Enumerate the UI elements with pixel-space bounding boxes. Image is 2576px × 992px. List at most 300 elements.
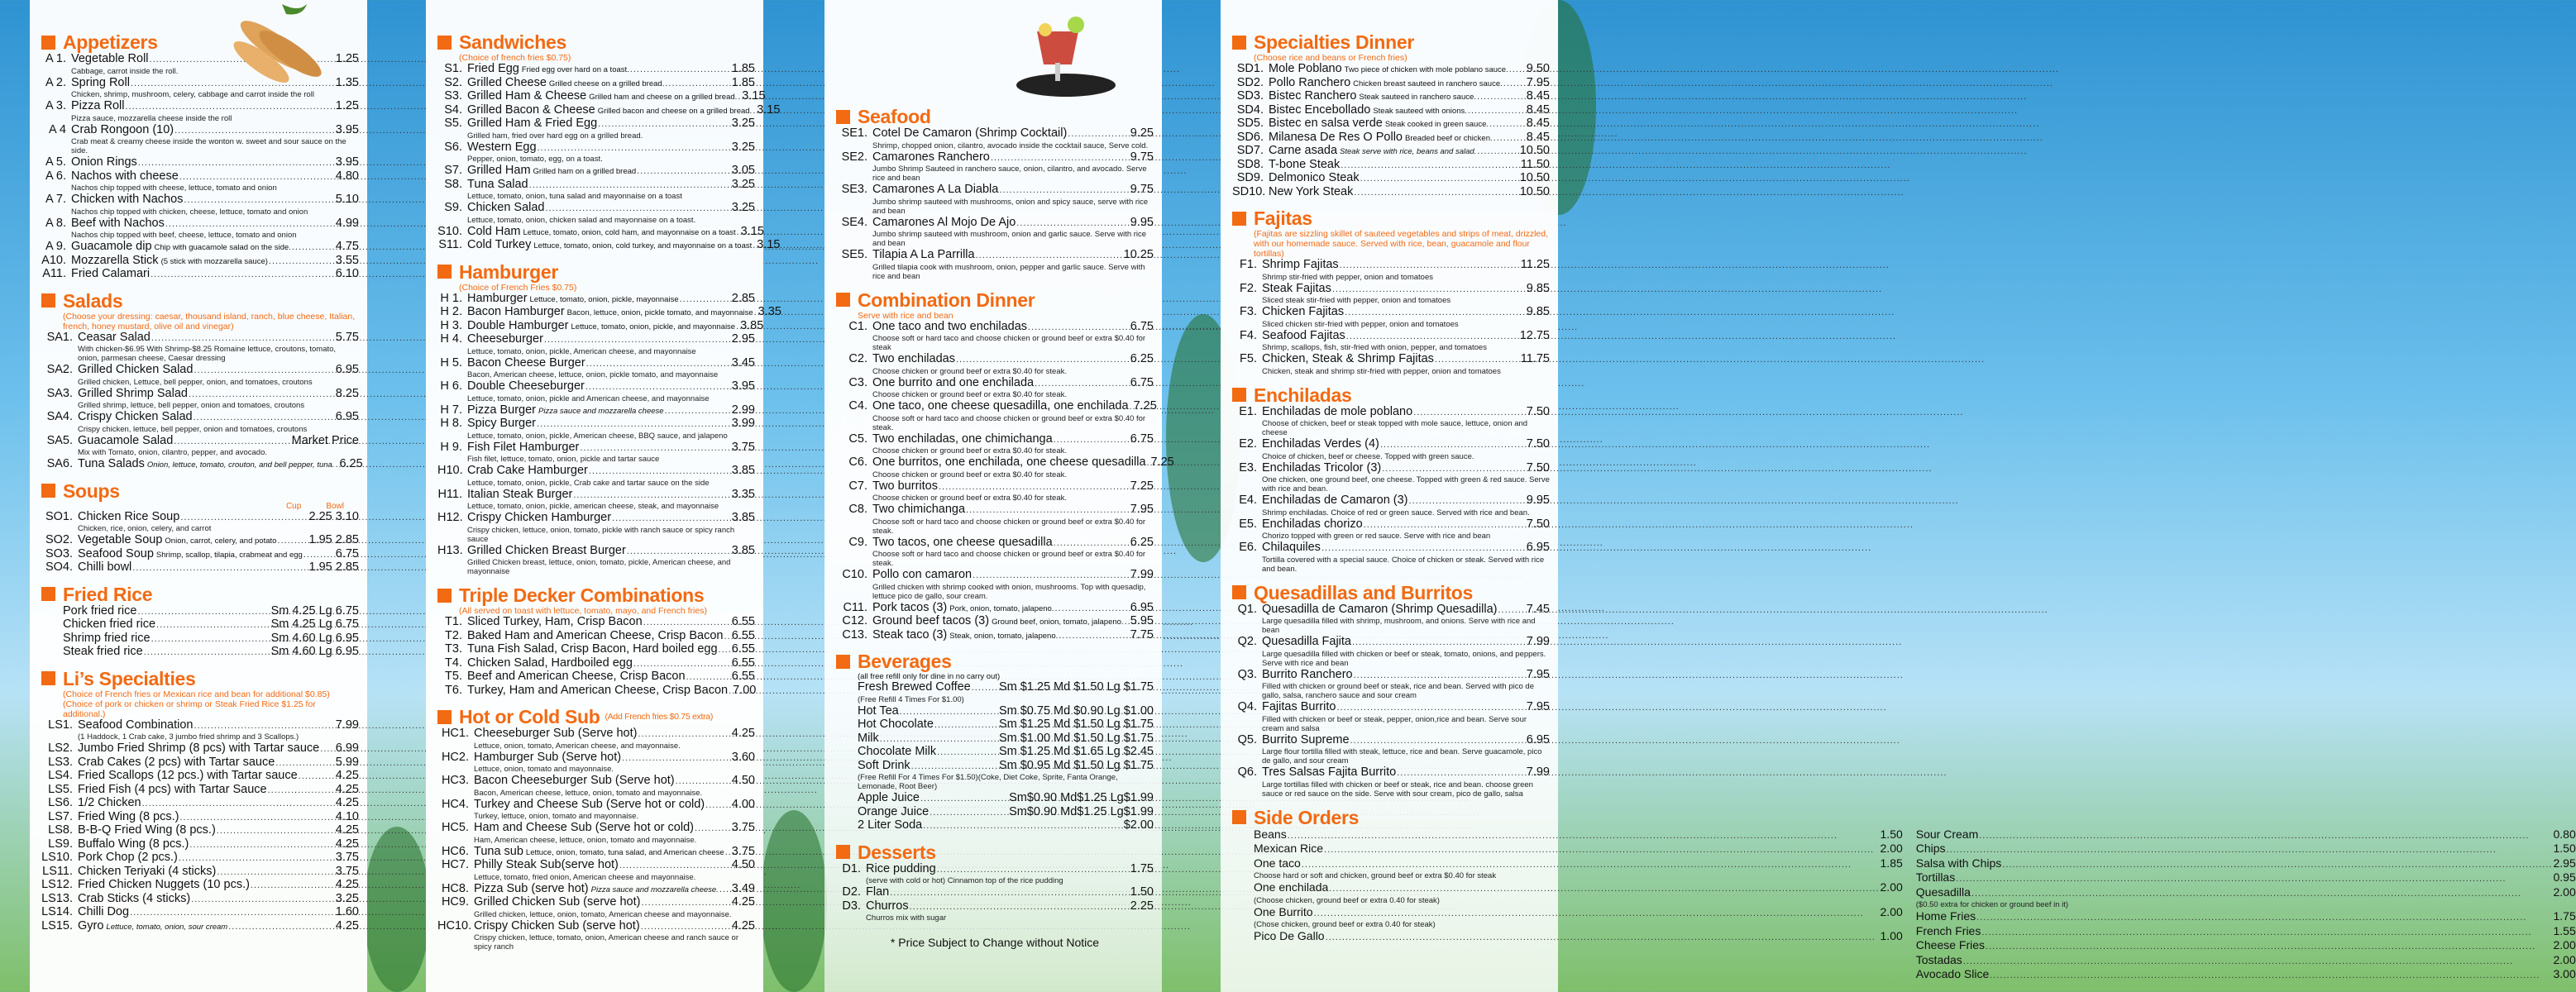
item-name-text: Enchiladas de mole poblano bbox=[1262, 404, 1413, 418]
item-name-text: Bacon Cheese Burger bbox=[467, 355, 585, 370]
leader-dots bbox=[1028, 321, 1130, 335]
item-name bbox=[63, 632, 151, 646]
menu-item bbox=[437, 545, 755, 559]
menu-item bbox=[1254, 828, 1903, 843]
item-name-text: Mozzarella Stick bbox=[71, 253, 159, 267]
item-price: Sm $1.25 Md $1.50 Lg $1.75 bbox=[998, 718, 1154, 731]
side-orders-section bbox=[1232, 806, 2576, 983]
item-name bbox=[866, 900, 909, 913]
menu-item bbox=[836, 900, 1154, 914]
menu-panel-4 bbox=[1221, 0, 2576, 992]
item-price: 3.85 bbox=[731, 464, 755, 477]
item-name bbox=[474, 920, 640, 933]
item-price: 4.25 bbox=[335, 878, 359, 891]
item-name bbox=[858, 792, 920, 805]
item-name-text: Milanesa De Res O Pollo bbox=[1269, 130, 1403, 144]
item-description: Chicken, steak and shrimp stir-fried with pepper, onion and tomatoes bbox=[1262, 366, 1501, 376]
item-price: 4.10 bbox=[335, 809, 359, 823]
item-price: 7.00 bbox=[733, 683, 757, 697]
item-description: Crispy chicken, lettuce, bell pepper, onion and tomatoes, croutons bbox=[78, 424, 308, 434]
item-price: 3.25 bbox=[731, 201, 755, 214]
item-code: A 6. bbox=[45, 169, 66, 183]
item-name-text: Chicken, Steak & Shrimp Fajitas bbox=[1262, 352, 1434, 365]
item-name bbox=[467, 90, 737, 104]
item-name-text: Grilled Ham & Fried Egg bbox=[467, 117, 598, 130]
item-description: Choose chicken or ground beef or extra $0.40 for steak. bbox=[872, 390, 1067, 399]
leader-dots bbox=[275, 756, 334, 770]
item-code: F2. bbox=[1240, 281, 1257, 295]
leader-dots bbox=[529, 179, 731, 193]
menu-item bbox=[836, 433, 1154, 447]
item-price: 1.95 2.85 bbox=[308, 533, 359, 546]
item-description: Bacon, American cheese, lettuce, onion, pickle tomato, and mayonnaise bbox=[467, 370, 719, 379]
leader-dots bbox=[1354, 186, 1518, 200]
menu-item bbox=[437, 896, 755, 910]
menu-item bbox=[41, 124, 359, 138]
item-name-text: Shrimp fried rice bbox=[63, 631, 151, 645]
leader-dots bbox=[335, 458, 338, 472]
item-name bbox=[467, 657, 633, 670]
item-price: 7.99 bbox=[335, 718, 359, 732]
menu-item bbox=[1916, 910, 2576, 925]
menu-item bbox=[437, 441, 755, 455]
leader-dots bbox=[156, 618, 270, 632]
item-description: Chorizo topped with green or red sauce. Serve with rice and bean bbox=[1262, 532, 1491, 541]
leader-dots bbox=[184, 193, 334, 207]
menu-item bbox=[836, 377, 1154, 391]
item-inline-desc: Pizza sauce and mozzarella cheese. bbox=[590, 885, 719, 894]
item-description: Chicken, shrimp, mushroom, celery, cabbage and carrot inside the roll bbox=[71, 90, 314, 99]
section-title: Enchiladas bbox=[1254, 384, 1352, 406]
item-price: 1.85 bbox=[731, 62, 755, 75]
item-name-text: Grilled Shrimp Salad bbox=[78, 386, 188, 400]
item-description: Filled with chicken or beef or steak, pepper, onion,rice and bean. Serve sour cream and salsa bbox=[1262, 714, 1527, 733]
item-description: Choose hard or soft and chicken, ground beef or extra $0.40 for steak bbox=[1254, 871, 1497, 880]
item-name-text: Pork fried rice bbox=[63, 603, 137, 618]
item-price: 7.50 bbox=[1526, 404, 1550, 418]
item-code: HC5. bbox=[441, 821, 469, 834]
item-inline-desc: Bacon, lettuce, onion, pickle tomato, and mayonnaise bbox=[566, 308, 753, 317]
item-name-text: Cold Ham bbox=[467, 224, 521, 238]
item-price: 11.25 bbox=[1520, 258, 1550, 271]
item-code: SD10. bbox=[1232, 184, 1266, 198]
item-price: Sm 4.60 Lg 6.95 bbox=[270, 631, 359, 645]
leader-dots bbox=[1345, 306, 1526, 320]
item-price: 3.55 bbox=[335, 253, 359, 267]
item-code: Q2. bbox=[1237, 635, 1257, 648]
menu-item bbox=[41, 824, 359, 838]
menu-item bbox=[1232, 494, 1550, 508]
menu-item bbox=[437, 616, 755, 630]
item-inline-desc: Two piece of chicken with mole poblano sauce. bbox=[1344, 65, 1508, 74]
item-code: S4. bbox=[444, 103, 462, 117]
item-name-text: Chilli Dog bbox=[78, 905, 130, 918]
leader-dots bbox=[1468, 104, 1526, 118]
item-price: $2.00 bbox=[1123, 818, 1154, 832]
item-code: SD2. bbox=[1236, 75, 1264, 89]
menu-item bbox=[836, 718, 1154, 732]
salads-section bbox=[41, 289, 363, 472]
section-square-icon bbox=[41, 293, 55, 308]
item-code: H12. bbox=[437, 511, 463, 524]
menu-item bbox=[437, 380, 755, 394]
item-name-text: 1/2 Chicken bbox=[78, 796, 141, 809]
item-name bbox=[78, 838, 189, 851]
item-name-text: One taco, one cheese quesadilla, one enchilada bbox=[872, 399, 1129, 413]
leader-dots bbox=[1130, 400, 1133, 414]
item-name bbox=[71, 77, 130, 90]
item-price: 3.35 bbox=[758, 305, 781, 318]
item-code: LS3. bbox=[48, 755, 73, 769]
combination-dinner-section bbox=[836, 289, 1174, 643]
menu-item bbox=[437, 179, 755, 193]
leader-dots bbox=[151, 632, 270, 646]
leader-dots bbox=[1350, 734, 1526, 748]
menu-item bbox=[1254, 881, 1903, 896]
item-name bbox=[1269, 172, 1360, 185]
item-price: 1.95 2.85 bbox=[308, 560, 359, 574]
item-name-text: Camarones Al Mojo De Ajo bbox=[872, 215, 1016, 229]
leader-dots bbox=[1956, 871, 2552, 886]
item-price: 4.25 bbox=[731, 727, 755, 740]
item-description: Shrimp enchiladas. Choice of red or green sauce. Served with rice and bean. bbox=[1262, 508, 1530, 517]
section-title: Fajitas bbox=[1254, 207, 1312, 229]
menu-item bbox=[1232, 636, 1550, 650]
item-name-text: Mole Poblano bbox=[1269, 62, 1342, 75]
leader-dots bbox=[1976, 910, 2552, 925]
section-title: Quesadillas and Burritos bbox=[1254, 581, 1474, 603]
item-price: 11.50 bbox=[1520, 157, 1550, 171]
menu-item bbox=[41, 548, 359, 562]
item-price: 6.95 bbox=[1526, 732, 1550, 746]
item-name bbox=[1916, 828, 1978, 842]
section-title: Desserts bbox=[858, 841, 936, 863]
item-name-text: Two enchiladas bbox=[872, 352, 955, 365]
leader-dots bbox=[738, 90, 741, 104]
item-description: Grilled Chicken breast, lettuce, onion, tomato, pickle, American cheese, and mayonnaise bbox=[467, 558, 731, 576]
item-name-text: Crab Cakes (2 pcs) with Tartar sauce bbox=[78, 755, 275, 769]
item-description: Jumbo shrimp sauteed with mushroom, onion and garlic sauce. Serve with rice and bean bbox=[872, 230, 1147, 248]
leader-dots bbox=[580, 441, 730, 455]
menu-item bbox=[437, 63, 755, 77]
item-price: 3.85 bbox=[731, 511, 755, 524]
item-description: Turkey, lettuce, onion, tomato and mayonnaise. bbox=[474, 812, 639, 821]
menu-item bbox=[836, 127, 1154, 141]
item-price: Sm 4.60 Lg 6.95 bbox=[270, 645, 359, 658]
leader-dots bbox=[737, 226, 740, 240]
item-name-text: Chips bbox=[1915, 842, 1946, 855]
side-orders-right bbox=[1916, 828, 2576, 983]
menu-item bbox=[41, 838, 359, 852]
item-inline-desc: Onion, carrot, celery, and potato bbox=[165, 537, 277, 546]
item-code: LS14. bbox=[41, 905, 73, 918]
cup-label: Cup bbox=[285, 501, 302, 511]
item-price: 4.25 bbox=[335, 782, 359, 796]
menu-item bbox=[836, 503, 1154, 517]
leader-dots bbox=[179, 811, 334, 825]
item-code: LS9. bbox=[48, 837, 73, 851]
item-description: Crispy chicken, lettuce, onion, tomato, pickle with ranch sauce or spicy ranch sauce bbox=[467, 525, 735, 544]
item-price: 3.60 bbox=[731, 750, 755, 764]
section-note: (Fajitas are sizzling skillet of sauteed vegetables and strips of meat, drizzled, with our homemade sauce. Served with rice, bean, guacamole and flour tortillas) bbox=[1254, 229, 1549, 259]
item-name-text: Two tacos, one cheese quesadilla bbox=[872, 535, 1053, 549]
leader-dots bbox=[151, 268, 335, 282]
item-inline-desc: Onion, lettuce, tomato, crouton, and bell pepper, tuna. bbox=[146, 460, 335, 470]
section-square-icon bbox=[1232, 810, 1246, 824]
item-code: Q3. bbox=[1237, 667, 1257, 681]
menu-item bbox=[836, 602, 1154, 616]
item-code: HC2. bbox=[441, 750, 469, 764]
item-name bbox=[474, 846, 724, 860]
item-code: SO1. bbox=[45, 509, 73, 523]
leader-dots bbox=[138, 156, 335, 170]
item-name-text: Crispy Chicken Salad bbox=[78, 410, 193, 423]
item-price: 1.85 bbox=[731, 75, 755, 89]
item-price: 7.25 bbox=[1133, 399, 1157, 413]
leader-dots bbox=[641, 920, 731, 934]
item-code: S5. bbox=[444, 117, 462, 130]
item-code: C3. bbox=[848, 375, 867, 389]
item-name-text: Bistec en salsa verde bbox=[1269, 117, 1383, 130]
item-code: C1. bbox=[848, 319, 867, 333]
menu-item bbox=[836, 537, 1154, 551]
item-inline-desc: Lettuce, tomato, onion, cold ham, and mayonnaise on a toast bbox=[523, 227, 736, 237]
item-description: Choose of chicken, beef or steak topped with mole sauce, lettuce, onion and cheese bbox=[1262, 419, 1528, 437]
item-price: Market Price bbox=[291, 433, 359, 447]
section-square-icon bbox=[437, 710, 452, 724]
item-name bbox=[71, 193, 183, 207]
item-name bbox=[1262, 494, 1408, 508]
item-code: S8. bbox=[444, 177, 462, 191]
fajitas-section bbox=[1232, 207, 1550, 376]
item-name-text: Enchiladas Tricolor (3) bbox=[1262, 460, 1382, 475]
item-name-text: Fried Egg bbox=[467, 62, 519, 75]
item-price: 1.60 bbox=[335, 905, 359, 918]
item-name-text: Tostadas bbox=[1915, 952, 1962, 966]
menu-item bbox=[41, 268, 359, 282]
item-description: Sliced steak stir-fried with pepper, onion and tomatoes bbox=[1262, 296, 1451, 305]
item-name bbox=[872, 480, 938, 494]
item-description: Nachos chip topped with chicken, cheese, lettuce, tomato and onion bbox=[71, 207, 308, 217]
menu-item bbox=[41, 457, 363, 472]
item-code: SO2. bbox=[45, 533, 73, 546]
menu-item bbox=[1232, 283, 1550, 297]
item-code: D2. bbox=[842, 885, 861, 899]
item-name bbox=[474, 775, 675, 788]
item-name bbox=[1254, 842, 1323, 856]
item-code: SE2. bbox=[841, 150, 867, 164]
item-name bbox=[474, 727, 637, 741]
item-inline-desc: Pizza sauce and mozzarella cheese bbox=[538, 406, 664, 416]
menu-item bbox=[1916, 857, 2576, 872]
leader-dots bbox=[1302, 857, 1880, 872]
item-price: 6.99 bbox=[335, 742, 359, 755]
item-name-text: Bistec Encebollado bbox=[1269, 103, 1371, 117]
item-name bbox=[474, 799, 705, 812]
menu-item bbox=[437, 859, 755, 873]
item-description: Lettuce, tomato, onion, pickle and American cheese, and mayonnaise bbox=[467, 393, 710, 403]
item-name-text: Seafood Combination bbox=[78, 718, 194, 732]
item-name bbox=[78, 364, 193, 377]
item-inline-desc: Pork, onion, tomato, jalapeno. bbox=[949, 603, 1054, 613]
item-code: SE4. bbox=[841, 215, 867, 229]
item-description: Lettuce, tomato, onion, pickle, American cheese, BBQ sauce, and jalapeno bbox=[467, 431, 728, 441]
item-name-text: Tilapia A La Parrilla bbox=[872, 248, 975, 261]
item-name-text: Fried Calamari bbox=[71, 267, 151, 280]
menu-item bbox=[41, 534, 359, 548]
menu-item bbox=[41, 906, 359, 920]
item-name bbox=[71, 100, 124, 113]
sandwiches-section bbox=[437, 31, 781, 253]
leader-dots bbox=[753, 104, 756, 118]
leader-dots bbox=[189, 388, 335, 402]
item-name bbox=[467, 417, 536, 431]
item-name bbox=[78, 511, 179, 524]
menu-item bbox=[1232, 63, 1550, 77]
item-name-text: Cheese Fries bbox=[1915, 938, 1986, 951]
item-name bbox=[1262, 766, 1396, 780]
item-name bbox=[467, 380, 585, 393]
item-price: 1.25 bbox=[335, 52, 359, 65]
item-price: 10.50 bbox=[1519, 171, 1550, 184]
menu-item bbox=[41, 618, 359, 632]
item-name bbox=[872, 569, 972, 582]
item-description: Ham, American cheese, lettuce, onion, tomato and mayonnaise. bbox=[474, 835, 697, 845]
item-code: D3. bbox=[842, 899, 861, 913]
item-name-text: Tuna sub bbox=[474, 844, 523, 858]
leader-dots bbox=[680, 293, 731, 307]
item-description: Churros mix with sugar bbox=[866, 913, 947, 923]
menu-item bbox=[437, 643, 755, 657]
item-name bbox=[872, 602, 1054, 616]
item-price: 1.55 bbox=[2553, 923, 2576, 937]
item-price: 3.75 bbox=[731, 821, 755, 834]
item-price: 2.00 bbox=[2553, 952, 2576, 966]
item-price: 2.00 bbox=[1880, 880, 1903, 894]
leader-dots bbox=[292, 241, 335, 255]
item-description: Choose soft or hard taco and choose chicken or ground beef or extra $0.40 for steak bbox=[872, 334, 1146, 352]
item-name bbox=[78, 458, 334, 472]
item-code: S1. bbox=[444, 62, 462, 75]
item-code: H 2. bbox=[440, 305, 462, 318]
item-code: D1. bbox=[842, 861, 861, 875]
leader-dots bbox=[1947, 842, 2553, 857]
leader-dots bbox=[686, 670, 731, 684]
section-note: (Choose your dressing: caesar, thousand island, ranch, blue cheese, Italian, french, honey mustard, olive oil and vinegar) bbox=[63, 311, 356, 331]
item-name-text: Milk bbox=[858, 731, 879, 745]
item-name-text: Mexican Rice bbox=[1254, 842, 1324, 855]
item-price: 7.25 bbox=[1150, 455, 1174, 469]
item-price: 10.25 bbox=[1123, 248, 1154, 261]
item-name bbox=[1254, 857, 1301, 870]
leader-dots bbox=[1971, 886, 2553, 901]
item-name-text: Chicken Teriyaki (4 sticks) bbox=[78, 864, 217, 878]
item-price: 7.95 bbox=[1526, 700, 1550, 713]
item-name-text: Enchiladas chorizo bbox=[1262, 517, 1363, 531]
leader-dots bbox=[1054, 537, 1130, 551]
item-code: Q4. bbox=[1237, 700, 1257, 713]
item-price: 8.45 bbox=[1526, 117, 1550, 130]
item-inline-desc: Shrimp, scallop, tilapia, crabmeat and egg bbox=[155, 550, 303, 560]
leader-dots bbox=[637, 165, 731, 179]
leader-dots bbox=[546, 202, 731, 216]
leader-dots bbox=[1435, 353, 1520, 367]
item-inline-desc: Grilled cheese on a grilled bread. bbox=[548, 79, 665, 88]
leader-dots bbox=[643, 616, 731, 630]
leader-dots bbox=[1397, 766, 1526, 780]
item-name-text: French Fries bbox=[1915, 923, 1981, 937]
item-name bbox=[1269, 104, 1467, 118]
item-price: 4.50 bbox=[731, 858, 755, 871]
item-name bbox=[474, 896, 640, 909]
item-code: LS1. bbox=[48, 718, 73, 732]
leader-dots bbox=[1364, 518, 1526, 532]
item-name bbox=[872, 217, 1016, 230]
item-description: Mix with Tomato, onion, cilantro, pepper, and avocado. bbox=[78, 448, 268, 457]
item-price: Sm $0.95 Md $1.50 Lg $1.75 bbox=[998, 758, 1154, 772]
item-description: Shrimp, scallops, fish, stir-fried with onion, pepper, and tomatoes bbox=[1262, 343, 1487, 352]
menu-item bbox=[41, 879, 359, 893]
item-inline-desc: Fried egg over hard on a toast. bbox=[521, 65, 629, 74]
item-code: F4. bbox=[1240, 328, 1257, 342]
item-inline-desc: Steak, onion, tomato, jalapeno. bbox=[949, 631, 1059, 641]
item-name bbox=[467, 404, 664, 418]
item-name-text: Chicken with Nachos bbox=[71, 193, 184, 206]
item-name-text: Vegetable Soup bbox=[78, 533, 163, 546]
item-name-text: Fried Scallops (12 pcs.) with Tartar sauce bbox=[78, 769, 298, 782]
menu-item bbox=[41, 646, 359, 660]
leader-dots bbox=[165, 217, 335, 231]
item-name bbox=[1262, 734, 1350, 747]
item-price: 12.75 bbox=[1519, 328, 1550, 342]
menu-item bbox=[1916, 954, 2576, 969]
item-name-text: Salsa with Chips bbox=[1915, 856, 2002, 870]
leader-dots bbox=[180, 511, 308, 525]
item-name bbox=[63, 605, 136, 618]
item-name bbox=[858, 746, 936, 759]
item-name-text: Fried Chicken Nuggets (10 pcs.) bbox=[78, 878, 250, 891]
section-square-icon bbox=[41, 36, 55, 50]
leader-dots bbox=[1413, 406, 1526, 420]
enchiladas-section bbox=[1232, 384, 1550, 574]
item-inline-desc: Steak cooked in green sauce. bbox=[1384, 120, 1489, 129]
item-name-text: Pico De Gallo bbox=[1254, 929, 1325, 942]
item-code: E2. bbox=[1239, 437, 1257, 451]
leader-dots bbox=[1352, 636, 1526, 650]
item-code: E3. bbox=[1239, 460, 1257, 475]
item-name bbox=[1254, 828, 1287, 842]
item-price: Sm $1.00 Md $1.50 Lg $1.75 bbox=[998, 731, 1154, 745]
menu-item bbox=[41, 331, 359, 346]
item-name bbox=[1269, 117, 1489, 131]
item-name-text: Onion Rings bbox=[71, 155, 137, 169]
item-description: Choose chicken or ground beef or extra $0.40 for steak. bbox=[872, 494, 1067, 503]
leader-dots bbox=[320, 742, 335, 756]
menu-panel-2 bbox=[426, 0, 781, 992]
item-name-text: Fried Wing (8 pcs.) bbox=[78, 809, 179, 823]
item-name bbox=[78, 824, 216, 837]
leader-dots bbox=[1336, 701, 1525, 715]
leader-dots bbox=[991, 151, 1130, 165]
item-price: 3.49 bbox=[731, 881, 755, 895]
item-price: 7.99 bbox=[1130, 568, 1154, 581]
leader-dots bbox=[627, 545, 731, 559]
item-name bbox=[467, 512, 611, 525]
item-price: 0.95 bbox=[2553, 870, 2576, 884]
menu-item bbox=[437, 357, 755, 371]
item-description: Grilled chicken with shrimp cooked with onion, mushrooms. Top with quesadip, lettuce pico de gallo, sour cream. bbox=[872, 582, 1146, 601]
item-code: S9. bbox=[444, 201, 462, 214]
